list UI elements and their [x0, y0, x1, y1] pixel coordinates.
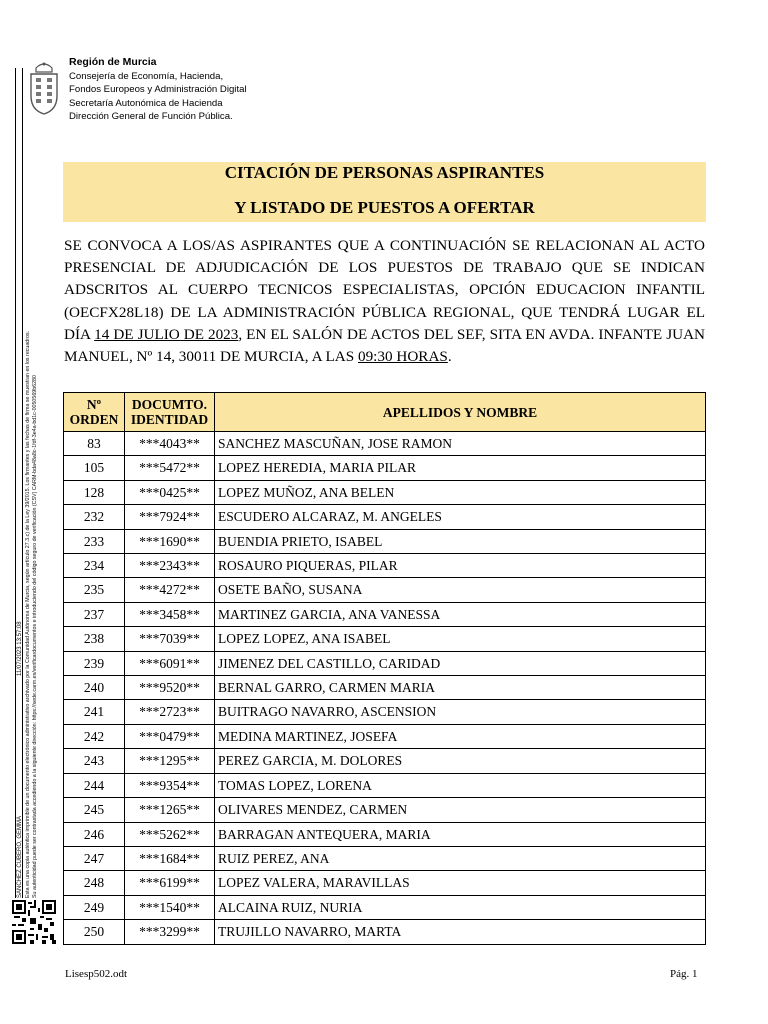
- margin-rule: [22, 68, 23, 898]
- cell-nombre: BUITRAGO NAVARRO, ASCENSION: [215, 700, 706, 724]
- cell-orden: 241: [64, 700, 125, 724]
- table-row: [64, 700, 706, 724]
- cell-orden: 83: [64, 432, 125, 456]
- cell-nombre: BARRAGAN ANTEQUERA, MARIA: [215, 822, 706, 846]
- cell-documento: ***5262**: [125, 822, 215, 846]
- cell-nombre: OLIVARES MENDEZ, CARMEN: [215, 798, 706, 822]
- candidates-table: [63, 392, 706, 945]
- paragraph-text: , EN EL SALÓN DE ACTOS DEL SEF, SITA EN AVDA. INFANTE JUAN MANUEL, Nº 14, 30011 DE MURCIA, A LAS: [64, 325, 706, 366]
- cell-nombre: BUENDIA PRIETO, ISABEL: [215, 529, 706, 553]
- cell-documento: ***1265**: [125, 798, 215, 822]
- table-row: [64, 456, 706, 480]
- cell-orden: 239: [64, 651, 125, 675]
- cell-orden: 234: [64, 554, 125, 578]
- column-header-orden: Nº ORDEN: [64, 393, 125, 432]
- cell-orden: 248: [64, 871, 125, 895]
- cell-documento: ***4272**: [125, 578, 215, 602]
- cell-nombre: OSETE BAÑO, SUSANA: [215, 578, 706, 602]
- cell-orden: 233: [64, 529, 125, 553]
- table-row: [64, 432, 706, 456]
- issuer-line: Dirección General de Función Pública.: [69, 111, 233, 122]
- cell-documento: ***6199**: [125, 871, 215, 895]
- cell-nombre: LOPEZ HEREDIA, MARIA PILAR: [215, 456, 706, 480]
- column-header-nombre: APELLIDOS Y NOMBRE: [215, 393, 706, 432]
- cell-orden: 249: [64, 895, 125, 919]
- cell-orden: 246: [64, 822, 125, 846]
- table-row: [64, 920, 706, 944]
- margin-rule: [15, 68, 16, 898]
- cell-orden: 244: [64, 773, 125, 797]
- cell-orden: 128: [64, 480, 125, 504]
- cell-nombre: LOPEZ VALERA, MARAVILLAS: [215, 871, 706, 895]
- cell-nombre: LOPEZ LOPEZ, ANA ISABEL: [215, 627, 706, 651]
- cell-orden: 232: [64, 505, 125, 529]
- cell-documento: ***0479**: [125, 724, 215, 748]
- cell-documento: ***6091**: [125, 651, 215, 675]
- cell-nombre: SANCHEZ MASCUÑAN, JOSE RAMON: [215, 432, 706, 456]
- cell-documento: ***2723**: [125, 700, 215, 724]
- cell-documento: ***9520**: [125, 676, 215, 700]
- issuer-region: Región de Murcia: [69, 56, 157, 68]
- cell-documento: ***2343**: [125, 554, 215, 578]
- cell-nombre: ROSAURO PIQUERAS, PILAR: [215, 554, 706, 578]
- issuer-line: Fondos Europeos y Administración Digital: [69, 84, 247, 95]
- cell-nombre: LOPEZ MUÑOZ, ANA BELEN: [215, 480, 706, 504]
- legal-notice-line2: Su autenticidad puede ser contrastada accediendo a la siguiente dirección: https://sede.carm.es/verificardocumentos e introduciendo del código seguro de verificación (CSV) CARM-bda48a8c-1fdf-3e4a-bd1c-0050569b6280: [32, 375, 38, 898]
- table-row: [64, 871, 706, 895]
- cell-nombre: ALCAINA RUIZ, NURIA: [215, 895, 706, 919]
- cell-documento: ***7924**: [125, 505, 215, 529]
- cell-documento: ***4043**: [125, 432, 215, 456]
- cell-orden: 238: [64, 627, 125, 651]
- table-row: [64, 627, 706, 651]
- cell-nombre: RUIZ PEREZ, ANA: [215, 846, 706, 870]
- cell-orden: 242: [64, 724, 125, 748]
- cell-documento: ***9354**: [125, 773, 215, 797]
- cell-orden: 247: [64, 846, 125, 870]
- cell-documento: ***3458**: [125, 602, 215, 626]
- event-date: 14 DE JULIO DE 2023: [94, 325, 239, 343]
- signature-date: 11/07/2023 13:57:08: [17, 621, 23, 676]
- cell-orden: 235: [64, 578, 125, 602]
- cell-nombre: ESCUDERO ALCARAZ, M. ANGELES: [215, 505, 706, 529]
- table-row: [64, 895, 706, 919]
- cell-documento: ***5472**: [125, 456, 215, 480]
- cell-nombre: MARTINEZ GARCIA, ANA VANESSA: [215, 602, 706, 626]
- convocation-paragraph: [64, 235, 705, 368]
- cell-documento: ***1295**: [125, 749, 215, 773]
- signer-name: SANCHEZ CUBERO, GEMMA: [17, 815, 23, 898]
- qr-code-icon: [12, 900, 56, 944]
- cell-orden: 245: [64, 798, 125, 822]
- table-row: [64, 724, 706, 748]
- table-row: [64, 602, 706, 626]
- region-murcia-crest-icon: [28, 58, 60, 116]
- issuer-block: [69, 56, 247, 124]
- cell-nombre: TOMAS LOPEZ, LORENA: [215, 773, 706, 797]
- table-row: [64, 798, 706, 822]
- cell-orden: 105: [64, 456, 125, 480]
- cell-documento: ***0425**: [125, 480, 215, 504]
- table-row: [64, 554, 706, 578]
- cell-documento: ***7039**: [125, 627, 215, 651]
- table-row: [64, 529, 706, 553]
- table-header-row: [64, 393, 706, 432]
- event-time: 09:30 HORAS: [357, 348, 448, 366]
- table-row: [64, 480, 706, 504]
- table-row: [64, 749, 706, 773]
- cell-orden: 240: [64, 676, 125, 700]
- cell-nombre: MEDINA MARTINEZ, JOSEFA: [215, 724, 706, 748]
- cell-orden: 243: [64, 749, 125, 773]
- title-line-2: Y LISTADO DE PUESTOS A OFERTAR: [234, 198, 535, 217]
- cell-documento: ***3299**: [125, 920, 215, 944]
- cell-nombre: PEREZ GARCIA, M. DOLORES: [215, 749, 706, 773]
- paragraph-text: .: [447, 348, 452, 366]
- issuer-line: Secretaría Autonómica de Hacienda: [69, 97, 223, 109]
- cell-documento: ***1690**: [125, 529, 215, 553]
- column-header-documento: DOCUMTO. IDENTIDAD: [125, 393, 215, 432]
- table-row: [64, 846, 706, 870]
- cell-nombre: TRUJILLO NAVARRO, MARTA: [215, 920, 706, 944]
- cell-orden: 250: [64, 920, 125, 944]
- table-row: [64, 505, 706, 529]
- cell-orden: 237: [64, 602, 125, 626]
- table-row: [64, 773, 706, 797]
- paragraph-text: SE CONVOCA A LOS/AS ASPIRANTES QUE A CONTINUACIÓN SE RELACIONAN AL ACTO PRESENCIAL DE ADJUDICACIÓN DE LOS PUESTOS DE TRABAJO QUE SE INDICAN ADSCRITOS AL CUERPO TECNICOS ESPECIALISTAS, OPCIÓN EDUCACION INFANTIL (OECFX28L18) DE LA ADMINISTRACIÓN PÚBLICA REGIONAL, QUE TENDRÁ LUGAR EL DÍA: [64, 237, 705, 343]
- table-row: [64, 578, 706, 602]
- cell-nombre: BERNAL GARRO, CARMEN MARIA: [215, 676, 706, 700]
- footer-page-number: Pág. 1: [670, 968, 698, 980]
- title-line-1: CITACIÓN DE PERSONAS ASPIRANTES: [224, 163, 545, 182]
- issuer-line: Consejería de Economía, Hacienda,: [69, 70, 224, 82]
- cell-documento: ***1684**: [125, 846, 215, 870]
- table-row: [64, 651, 706, 675]
- table-row: [64, 676, 706, 700]
- table-row: [64, 822, 706, 846]
- cell-documento: ***1540**: [125, 895, 215, 919]
- cell-nombre: JIMENEZ DEL CASTILLO, CARIDAD: [215, 651, 706, 675]
- legal-notice-line1: Esta es una copia auténtica imprimible de un documento electrónico administrativo archivado por la Comunidad Autónoma de Murcia, según artículo 27.3.c) de la Ley 39/2015. Los firmantes y las fechas de firma se muestran en los recuadros.: [25, 330, 31, 898]
- footer-filename: Lisesp502.odt: [65, 968, 128, 980]
